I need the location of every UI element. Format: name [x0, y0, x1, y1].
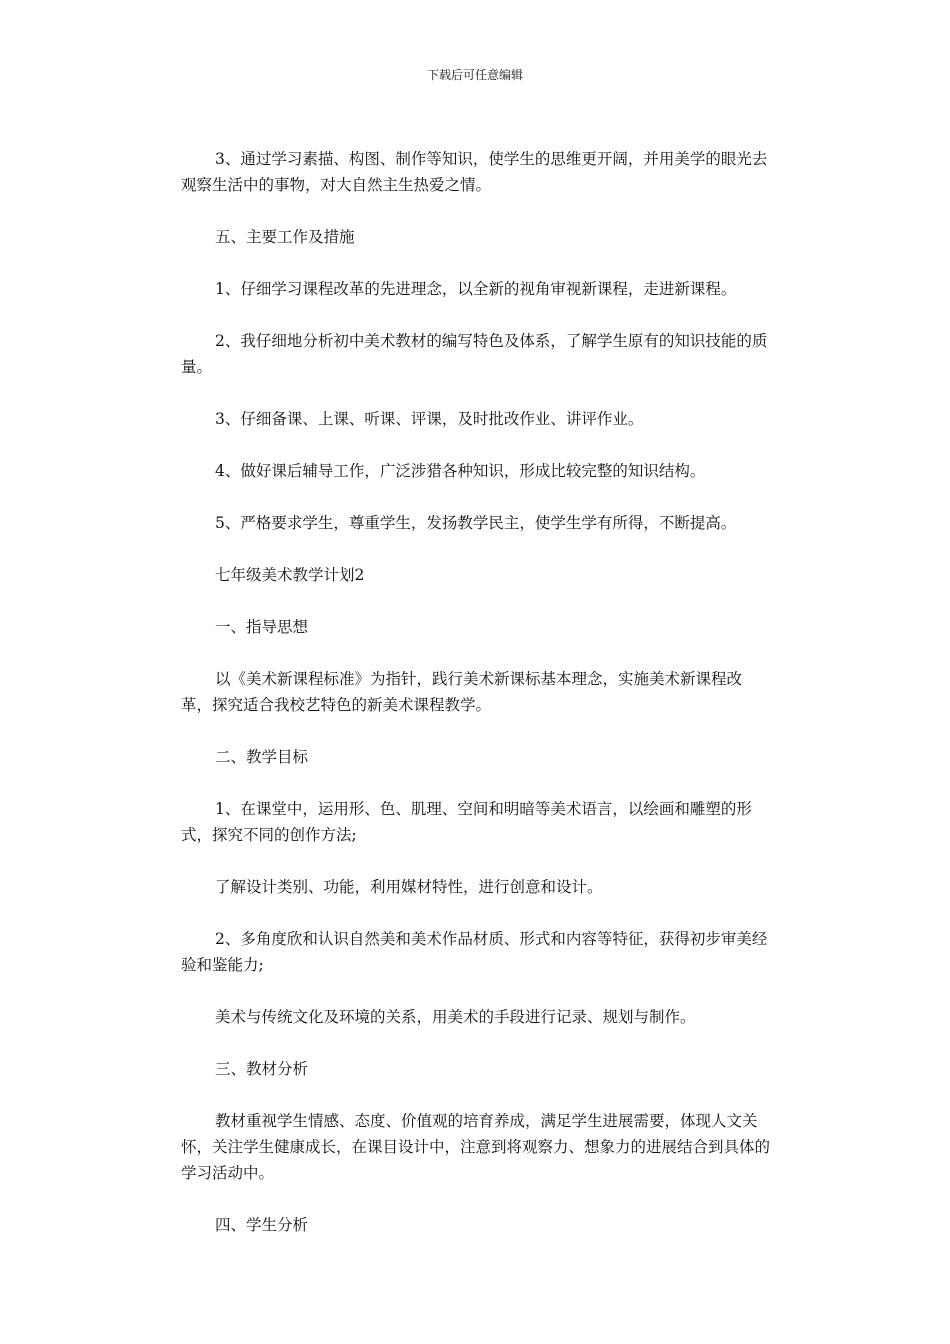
paragraph-target-culture: 美术与传统文化及环境的关系，用美术的手段进行记录、规划与制作。: [215, 1008, 696, 1026]
paragraph-target-design: 了解设计类别、功能，利用媒材特性，进行创意和设计。: [215, 878, 603, 896]
heading-section-1: 一、指导思想: [215, 618, 309, 636]
heading-section-2: 二、教学目标: [215, 748, 309, 766]
heading-section-3: 三、教材分析: [215, 1060, 309, 1078]
paragraph-measure-5: 5、严格要求学生，尊重学生，发扬教学民主，使学生学有所得，不断提高。: [215, 514, 737, 532]
document-body: [181, 146, 771, 1238]
paragraph-measure-4: 4、做好课后辅导工作，广泛涉猎各种知识，形成比较完整的知识结构。: [215, 462, 706, 480]
document-title-2: 七年级美术教学计划2: [215, 566, 365, 584]
page-header: 下载后可任意编辑: [426, 68, 523, 82]
paragraph-measure-3: 3、仔细备课、上课、听课、评课，及时批改作业、讲评作业。: [215, 410, 644, 428]
paragraph-guiding-thought: 以《美术新课程标准》为指针，践行美术新课标基本理念，实施美术新课程改革，探究适合我校艺特色的新美术课程教学。: [181, 670, 743, 714]
heading-section-4: 四、学生分析: [215, 1216, 309, 1234]
paragraph-material-analysis: 教材重视学生情感、态度、价值观的培育养成，满足学生进展需要，体现人文关怀，关注学生健康成长，在课目设计中，注意到将观察力、想象力的进展结合到具体的学习活动中。: [181, 1112, 771, 1182]
heading-section-5: 五、主要工作及措施: [215, 228, 355, 246]
paragraph-goal-3: 3、通过学习素描、构图、制作等知识，使学生的思维更开阔，并用美学的眼光去观察生活中的事物，对大自然主生热爱之情。: [181, 150, 768, 194]
paragraph-target-2: 2、多角度欣和认识自然美和美术作品材质、形式和内容等特征，获得初步审美经验和鉴能力;: [181, 930, 768, 974]
paragraph-measure-1: 1、仔细学习课程改革的先进理念，以全新的视角审视新课程，走进新课程。: [215, 280, 737, 298]
paragraph-target-1: 1、在课堂中，运用形、色、肌理、空间和明暗等美术语言，以绘画和雕塑的形式，探究不同的创作方法;: [181, 800, 752, 844]
paragraph-measure-2: 2、我仔细地分析初中美术教材的编写特色及体系，了解学生原有的知识技能的质量。: [181, 332, 768, 376]
